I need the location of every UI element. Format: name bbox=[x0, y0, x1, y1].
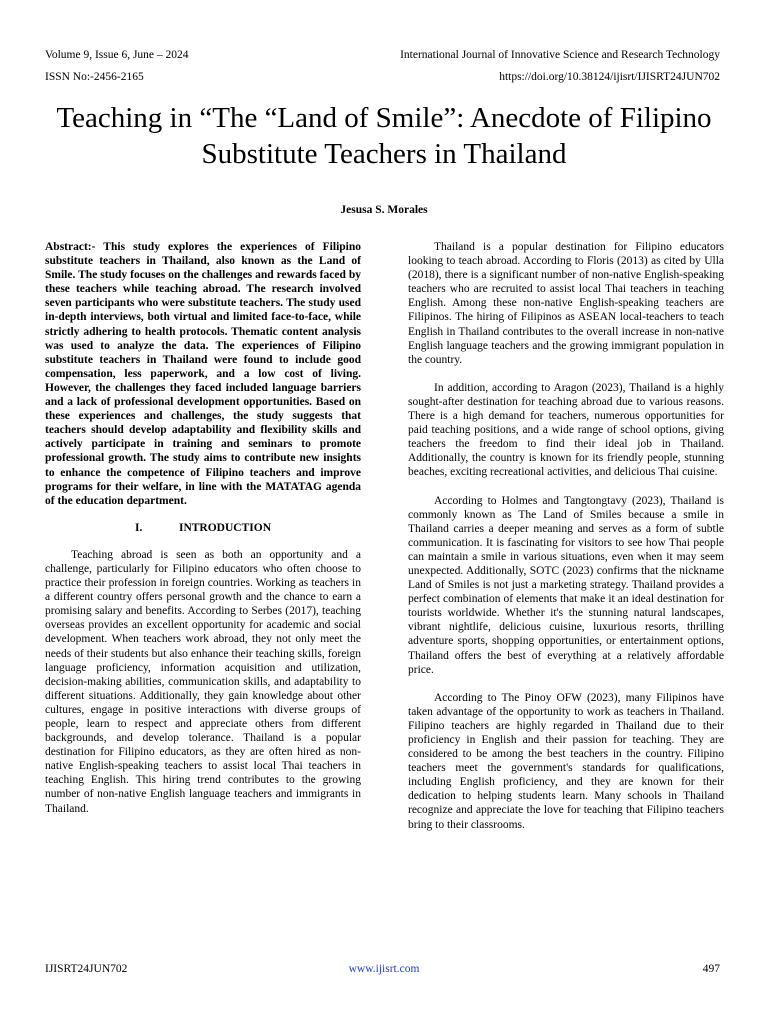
section-title: INTRODUCTION bbox=[178, 521, 271, 534]
abstract: Abstract:- This study explores the experiences of Filipino substitute teachers in Thailand, also known as the Land of Smile. The study focuses on the challenges and rewards faced by these teachers while teaching abroad. The research involved seven participants who were substitute teachers. The study used in-depth interviews, both virtual and limited face-to-face, while strictly adhering to health protocols. Thematic content analysis was used to analyze the data. The experiences of Filipino substitute teachers in Thailand were found to include good compensation, less paperwork, and a low cost of living. However, the challenges they faced included language barriers and a lack of professional development opportunities. Based on these experiences and challenges, the study suggests that teachers should develop adaptability and flexibility skills and actively participate in training and seminars to promote professional growth. The study aims to contribute new insights to enhance the competence of Filipino teachers and improve programs for their welfare, in line with the MATATAG agenda of the education department. bbox=[45, 241, 361, 507]
header-journal-name: International Journal of Innovative Science and Research Technology bbox=[400, 49, 720, 61]
body-paragraph: According to The Pinoy OFW (2023), many Filipinos have taken advantage of the opportunity to work as teachers in Thailand. Filipino teachers are highly regarded in Thailand due to their proficiency in English and their passion for teaching. They are considered to be among the best teachers in the country. Filipino teachers meet the government's standards for qualifications, including English proficiency, and they are known for their dedication to helping students learn. Many schools in Thailand recognize and appreciate the love for teaching that Filipino teachers bring to their classrooms. bbox=[408, 691, 724, 831]
section-heading bbox=[45, 521, 361, 535]
left-column bbox=[45, 240, 361, 830]
body-paragraph: Teaching abroad is seen as both an opportunity and a challenge, particularly for Filipino educators who often choose to practice their profession in foreign countries. Working as teachers in a different country offers personal growth and the chance to earn a promising salary and benefits. According to Serbes (2017), teaching overseas provides an excellent opportunity for academic and social development. When teachers work abroad, they not only meet the needs of their students but also enhance their teaching skills, foreign language proficiency, information acquisition and utilization, decision-making abilities, communication skills, and adaptability to different situations. Additionally, they gain knowledge about other cultures, engage in positive interactions with diverse groups of people, learn to respect and appreciate others from different backgrounds, and develop tolerance. Thailand is a popular destination for Filipino educators, as they are often hired as non-native English-speaking teachers to assist local Thai teachers in teaching English. This hiring trend contributes to the growing number of non-native English language teachers and immigrants in Thailand. bbox=[45, 548, 361, 815]
right-column bbox=[408, 240, 724, 846]
footer-website-link[interactable]: www.ijisrt.com bbox=[348, 963, 420, 975]
section-number: I. bbox=[134, 521, 143, 534]
header-doi-link[interactable]: https://doi.org/10.38124/ijisrt/IJISRT24JUN702 bbox=[499, 71, 720, 83]
footer-page-number: 497 bbox=[702, 963, 720, 975]
header-volume: Volume 9, Issue 6, June – 2024 bbox=[45, 49, 189, 61]
header-issn: ISSN No:-2456-2165 bbox=[45, 71, 144, 83]
paper-title: Teaching in “The “Land of Smile”: Anecdote of Filipino Substitute Teachers in Thailand bbox=[56, 102, 712, 170]
paper-author: Jesusa S. Morales bbox=[340, 204, 428, 216]
body-paragraph: In addition, according to Aragon (2023), Thailand is a highly sought-after destination for teaching abroad due to various reasons. There is a high demand for teachers, numerous opportunities for paid teaching positions, and a wide range of school options, giving teachers the freedom to find their ideal job in Thailand. Additionally, the country is known for its friendly people, stunning beaches, exciting recreational activities, and delicious Thai cuisine. bbox=[408, 381, 724, 479]
body-paragraph: Thailand is a popular destination for Filipino educators looking to teach abroad. According to Floris (2013) as cited by Ulla (2018), there is a significant number of non-native English-speaking teachers who are recruited to assist local Thai teachers in teaching English. Among these non-native English-speaking teachers are Filipinos. The hiring of Filipinos as ASEAN local-teachers to teach English in Thailand contributes to the overall increase in non-native English language teachers and the growing immigrant population in the country. bbox=[408, 241, 724, 366]
body-paragraph: According to Holmes and Tangtongtavy (2023), Thailand is commonly known as The Land of Smiles because a smile in Thailand carries a deeper meaning and serves as a form of subtle communication. It is fascinating for visitors to see how Thai people can maintain a smile in various situations, even when it may seem unexpected. Additionally, SOTC (2023) confirms that the nickname Land of Smiles is not just a marketing strategy. Thailand provides a perfect combination of elements that make it an ideal destination for tourists worldwide. Whether it's the stunning natural landscapes, vibrant nightlife, delicious cuisine, luxurious resorts, thrilling adventure sports, shopping opportunities, or entertainment options, Thailand offers the best of everything at a relatively affordable price. bbox=[408, 494, 724, 676]
footer-paper-id: IJISRT24JUN702 bbox=[45, 963, 128, 975]
